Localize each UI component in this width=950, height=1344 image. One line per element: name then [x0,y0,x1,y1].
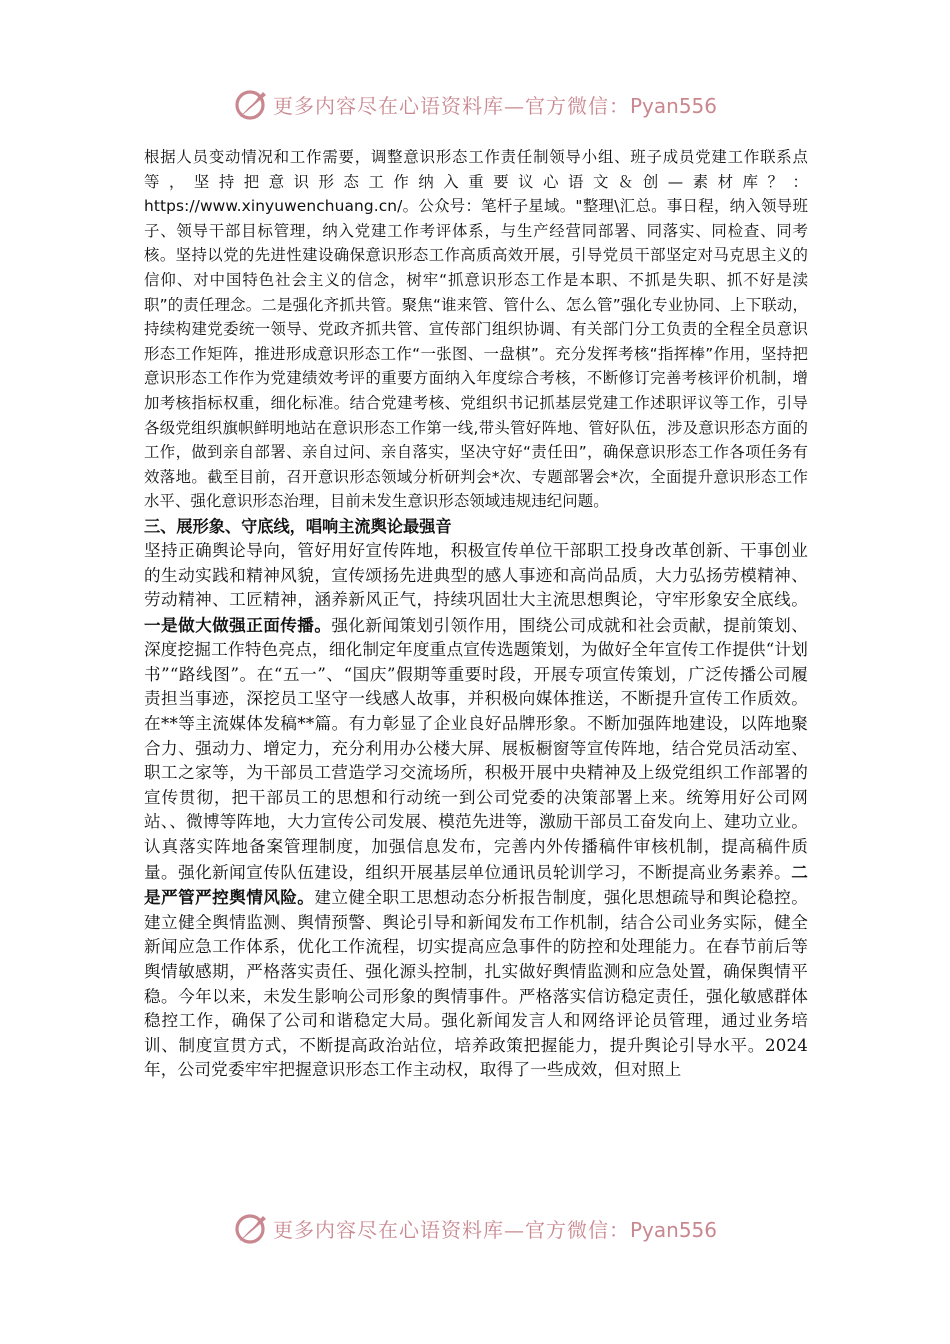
paragraph-accountability: 根据人员变动情况和工作需要，调整意识形态工作责任制领导小组、班子成员党建工作联系点等，坚持把意识形态工作纳入重要议心语文＆创—素材库？：https://www.xinyuwenchuang.cn/。公众号：笔杆子星域。"整理\汇总。事日程，纳入领导班子、领导干部目标管理，纳入党建工作考评体系，与生产经营同部署、同落实、同检查、同考核。坚持以党的先进性建设确保意识形态工作高质高效开展，引导党员干部坚定对马克思主义的信仰、对中国特色社会主义的信念，树牢“抓意识形态工作是本职、不抓是失职、抓不好是渎职”的责任理念。二是强化齐抓共管。聚焦“谁来管、管什么、怎么管”强化专业协同、上下联动，持续构建党委统一领导、党政齐抓共管、宣传部门组织协调、有关部门分工负责的全程全员意识形态工作矩阵，推进形成意识形态工作“一张图、一盘棋”。充分发挥考核“指挥棒”作用，坚持把意识形态工作作为党建绩效考评的重要方面纳入年度综合考核，不断修订完善考核评价机制，增加考核指标权重，细化标准。结合党建考核、党组织书记抓基层党建工作述职评议等工作，引导各级党组织旗帜鲜明地站在意识形态工作第一线,带头管好阵地、管好队伍，涉及意识形态方面的工作，做到亲自部署、亲自过问、亲自落实，坚决守好“责任田”，确保意识形态工作各项任务有效落地。截至目前，召开意识形态领域分析研判会*次、专题部署会*次，全面提升意识形态工作水平、强化意识形态治理，目前未发生意识形态领域违规违纪问题。 [144,148,808,511]
quill-logo-icon [233,1210,269,1246]
header-watermark-banner [0,84,950,124]
bold-lead-risk-control: 二是严管严控舆情风险。 [144,861,808,908]
watermark-text: 更多内容尽在心语资料库—官方微信：Pyan556 [272,93,717,118]
paragraph-public-opinion: 坚持正确舆论导向，管好用好宣传阵地，积极宣传单位干部职工投身改革创新、干事创业的生动实践和精神风貌，宣传颂扬先进典型的感人事迹和高尚品质，大力弘扬劳模精神、劳动精神、工匠精神，涵养新风正气，持续巩固壮大主流思想舆论，守牢形象安全底线。一是做大做强正面传播。强化新闻策划引领作用，围绕公司成就和社会贡献，提前策划、深度挖掘工作特色亮点，细化制定年度重点宣传选题策划，为做好全年宣传工作提供“计划书”“路线图”。在“五一”、“国庆”假期等重要时段，开展专项宣传策划，广泛传播公司履责担当事迹，深挖员工坚守一线感人故事，并积极向媒体推送，不断提升宣传工作质效。在**等主流媒体发稿**篇。有力彰显了企业良好品牌形象。不断加强阵地建设，以阵地聚合力、强动力、增定力，充分利用办公楼大屏、展板橱窗等宣传阵地，结合党员活动室、职工之家等，为干部员工营造学习交流场所，积极开展中央精神及上级党组织工作部署的宣传贯彻，把干部员工的思想和行动统一到公司党委的决策部署上来。统筹用好公司网站、、微博等阵地，大力宣传公司发展、模范先进等，激励干部员工奋发向上、建功立业。认真落实阵地备案管理制度，加强信息发布，完善内外传播稿件审核机制，提高稿件质量。强化新闻宣传队伍建设，组织开展基层单位通讯员轮训学习，不断提高业务素养。二是严管严控舆情风险。建立健全职工思想动态分析报告制度，强化思想疏导和舆论稳控。建立健全舆情监测、舆情预警、舆论引导和新闻发布工作机制，结合公司业务实际，健全新闻应急工作体系，优化工作流程，切实提高应急事件的防控和处理能力。在春节前后等舆情敏感期，严格落实责任、强化源头控制，扎实做好舆情监测和应急处置，确保舆情平稳。今年以来，未发生影响公司形象的舆情事件。严格落实信访稳定责任，强化敏感群体稳控工作，确保了公司和谐稳定大局。强化新闻发言人和网络评论员管理，通过业务培训、制度宣贯方式，不断提高政治站位，培养政策把握能力，提升舆论引导水平。2024年，公司党委牢牢把握意识形态工作主动权，取得了一些成效，但对照上 [144,540,808,1080]
quill-logo-icon [233,86,269,122]
document-body [144,145,808,1083]
footer-watermark-banner [0,1208,950,1248]
section-heading-3: 三、展形象、守底线，唱响主流舆论最强音 [144,516,452,536]
bold-lead-positive-communication: 一是做大做强正面传播。 [144,614,332,635]
watermark-text: 更多内容尽在心语资料库—官方微信：Pyan556 [272,1217,717,1242]
